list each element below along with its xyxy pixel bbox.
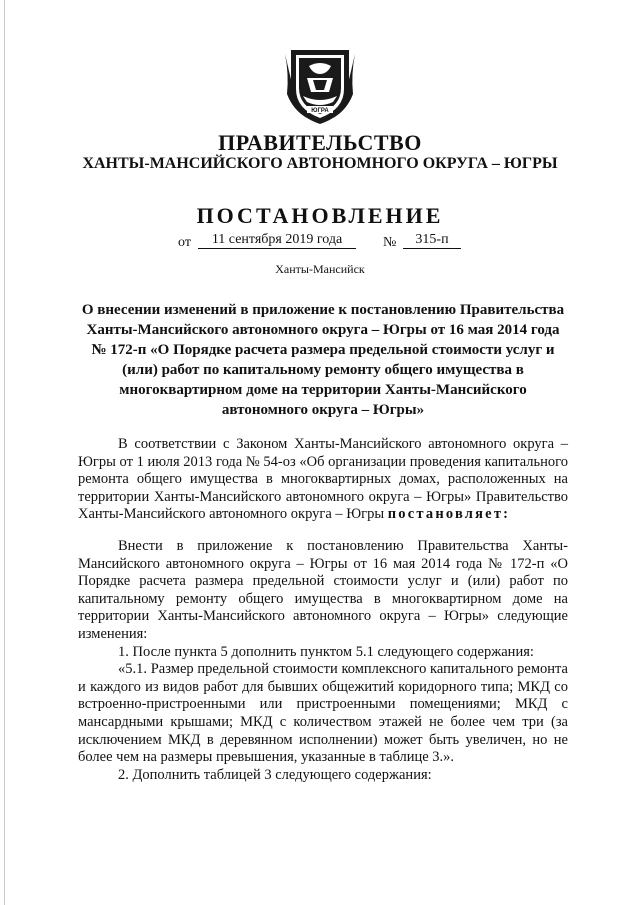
document-type: ПОСТАНОВЛЕНИЕ [196,203,444,228]
document-number: 315-п [403,232,461,249]
city-name: Ханты-Мансийск [275,262,365,276]
government-title: ПРАВИТЕЛЬСТВО [218,130,422,155]
document-date: 11 сентября 2019 года [198,232,356,249]
date-number-line [178,232,478,254]
region-title: ХАНТЫ-МАНСИЙСКОГО АВТОНОМНОГО ОКРУГА – ЮГРЫ [82,155,558,172]
item-1-paragraph: 1. После пункта 5 дополнить пунктом 5.1 следующего содержания: [118,643,534,660]
item-2-paragraph: 2. Дополнить таблицей 3 следующего содержания: [118,766,432,783]
date-label: от [178,235,191,250]
intro-paragraph: Внести в приложение к постановлению Правительства Ханты-Мансийского автономного округа – Югры от 16 мая 2014 года № 172-п «О Порядке расчета размера предельной стоимости услуг и (или) работ по капитальному ремонту общего имущества в многоквартирном доме на территории Ханты-Мансийского автономного округа – Югры» следующие изменения: [78,537,568,642]
resolves-word: постановляет: [387,506,511,523]
number-label: № [383,235,397,250]
document-subject: О внесении изменений в приложение к постановлению Правительства Ханты-Мансийского автономного округа – Югры от 16 мая 2014 года № 172-п «О Порядке расчета размера предельной стоимости услуг и (или) работ по капитальному ремонту общего имущества в многоквартирном доме на территории Ханты-Мансийского автономного округа – Югры» [81,302,565,418]
emblem-banner-text: ЮГРА [311,108,329,114]
document-body [78,436,568,784]
item-1-text-paragraph: «5.1. Размер предельной стоимости комплексного капитального ремонта и каждого из видов работ для бывших общежитий коридорного типа; МКД со встроенно-пристроенными или пристроенными помещениями; МКД с мансардными крышами; МКД с количеством этажей не более чем три (за исключением МКД в деревянном исполнении) может быть увеличен, но не более чем на размеры превышения, указанные в таблице 3.». [78,661,568,766]
preamble-paragraph [78,436,568,524]
coat-of-arms-icon [283,44,357,126]
preamble-text: В соответствии с Законом Ханты-Мансийского автономного округа – Югры от 1 июля 2013 года № 54-оз «Об организации проведения капитального ремонта общего имущества в многоквартирных домах, расположенных на территории Ханты-Мансийского автономного округа – Югры» Правительство Ханты-Мансийского автономного округа – Югры [78,436,568,523]
